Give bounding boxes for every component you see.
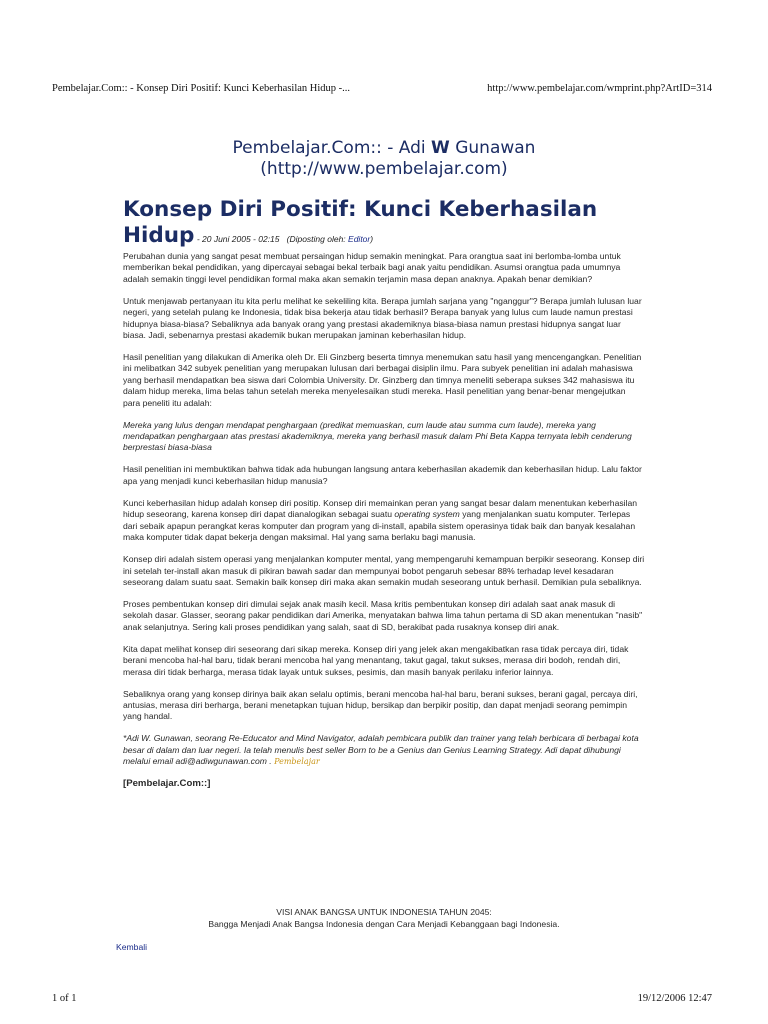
paragraph-5-text-a: Kunci keberhasilan hidup adalah konsep diri positip. Konsep diri memainkan peran yang sangat besar dalam menentukan keberhasilan hidup seseorang, karena konsep diri dapat dianalogikan sebagai suatu xyxy=(123,497,638,520)
operating-system-term: operating system xyxy=(394,509,460,520)
pembelajar-signature-logo: Pembelajar xyxy=(274,757,320,767)
site-initial: W xyxy=(431,138,450,158)
research-quote: Mereka yang lulus dengan mendapat penghargaan (predikat memuaskan, cum laude atau summa cum laude), mereka yang mendapatkan penghargaan atas prestasi akademiknya, mereka yang berhasil masuk dalam Phi Beta Kappa ternyata lebih cenderung berprestasi biasa-biasa xyxy=(123,419,632,453)
site-name: Pembelajar.Com:: - Adi xyxy=(232,138,432,158)
article-body xyxy=(123,251,645,790)
print-header-url: http://www.pembelajar.com/wmprint.php?ArtID=314 xyxy=(487,83,712,94)
print-header-title: Pembelajar.Com:: - Konsep Diri Positif: Kunci Keberhasilan Hidup -... xyxy=(52,83,351,94)
article-heading xyxy=(123,197,643,252)
posted-by-suffix: ) xyxy=(370,234,374,244)
paragraph-4: Hasil penelitian ini membuktikan bahwa tidak ada hubungan langsung antara keberhasilan akademik dan keberhasilan hidup. Lalu faktor apa yang menjadi kunci keberhasilan hidup manusia? xyxy=(123,464,642,486)
article-title: Konsep Diri Positif: Kunci Keberhasilan Hidup xyxy=(123,197,598,248)
site-title xyxy=(0,138,768,180)
visi-heading: VISI ANAK BANGSA UNTUK INDONESIA TAHUN 2045: xyxy=(276,907,492,917)
kembali-link[interactable]: Kembali xyxy=(116,942,148,952)
author-bio-text: *Adi W. Gunawan, seorang Re-Educator and Mind Navigator, adalah pembicara publik dan trainer yang telah berbicara di berbagai kota besar di dalam dan luar negeri. Ia telah menulis best seller Born to be a Genius dan Genius Learning Strategy. Adi dapat dihubungi melalui email adi@adiwgunawan.com . xyxy=(123,733,639,767)
visi-tagline: Bangga Menjadi Anak Bangsa Indonesia dengan Cara Menjadi Kebanggaan bagi Indonesia. xyxy=(208,918,560,929)
site-author: Gunawan xyxy=(449,138,536,158)
article-date: - 20 Juni 2005 - 02:15 xyxy=(194,234,280,244)
paragraph-6: Konsep diri adalah sistem operasi yang menjalankan komputer mental, yang mempengaruhi kemampuan berpikir seseorang. Konsep diri ini setelah ter-install akan masuk di pikiran bawah sadar dan mempunyai bobot pengaruh sebesar 88% terhadap level kesadaran seseorang dalam suatu saat. Semakin baik konsep diri maka akan semakin mudah seseorang untuk berhasil. Demikian pula sebaliknya. xyxy=(123,554,645,587)
article-meta xyxy=(194,234,373,244)
source-credit: [Pembelajar.Com::] xyxy=(123,778,211,790)
site-url: (http://www.pembelajar.com) xyxy=(260,159,508,179)
paragraph-2: Untuk menjawab pertanyaan itu kita perlu melihat ke sekeliling kita. Berapa jumlah sarjana yang "nganggur"? Berapa jumlah lulusan luar negeri, yang setelah pulang ke Indonesia, tidak bisa bekerja atau tidak berhasil? Berapa banyak yang lulus cum laude namun prestasi hidupnya biasa-biasa? Sebaliknya ada banyak orang yang prestasi akademiknya biasa-biasa namun prestasi hidupnya sangat luar biasa. Jadi, sebenarnya prestasi akademik bukan merupakan jaminan keberhasilan hidup. xyxy=(123,295,642,341)
paragraph-7: Proses pembentukan konsep diri dimulai sejak anak masih kecil. Masa kritis pembentukan konsep diri adalah saat anak masuk di sekolah dasar. Glasser, seorang pakar pendidikan dari Amerika, menyatakan bahwa lima tahun pertama di SD akan menentukan "nasib" anak selanjutnya. Sering kali proses pendidikan yang salah, saat di SD, berakibat pada rusaknya konsep diri anak. xyxy=(123,598,643,632)
site-title-line1 xyxy=(0,138,768,159)
paragraph-1: Perubahan dunia yang sangat pesat membuat persaingan hidup semakin meningkat. Para orangtua saat ini berlomba-lomba untuk memberikan bekal pendidikan, yang dipercayai sebagai bekal terbaik bagi anak yaitu pendidikan. Asumsi orangtua pada umumnya adalah semakin tinggi level pendidikan formal maka akan semakin terjamin masa depan anaknya. Apakah benar demikian? xyxy=(123,251,621,284)
author-bio xyxy=(123,733,645,767)
editor-link[interactable]: Editor xyxy=(348,234,371,244)
paragraph-9: Sebaliknya orang yang konsep dirinya baik akan selalu optimis, berani mencoba hal-hal baru, berani sukses, berani gagal, percaya diri, antusias, merasa diri berharga, berani menetapkan tujuan hidup, bersikap dan berpikir positip, dan dapat menjadi seorang pemimpin yang handal. xyxy=(123,688,638,722)
visi-block xyxy=(123,907,645,931)
paragraph-5 xyxy=(123,498,645,544)
page-number: 1 of 1 xyxy=(52,993,77,1004)
paragraph-5-text-b: yang menjalankan suatu komputer. Terlepas dari sebaik apapun perangkat keras komputer dan program yang di-install, apabila sistem operasinya tidak baik dan banyak kesalahan maka komputer tidak dapat bekerja dengan maksimal. Hal yang sama berlaku bagi manusia. xyxy=(123,509,636,543)
posted-by-prefix: (Diposting oleh: xyxy=(286,234,349,244)
paragraph-3: Hasil penelitian yang dilakukan di Amerika oleh Dr. Eli Ginzberg beserta timnya menemukan satu hasil yang mencengangkan. Penelitian ini melibatkan 342 subyek penelitian yang merupakan lulusan dari berbagai disiplin ilmu. Para subyek penelitian ini adalah mahasiswa yang berhasil mendapatkan bea siswa dari Colombia University. Dr. Ginzberg dan timnya meneliti seberapa sukses 342 mahasiswa itu dalam hidup mereka, lima belas tahun setelah mereka menyelesaikan studi mereka. Hasil penelitian yang benar-benar mengejutkan para peneliti itu adalah: xyxy=(123,352,642,408)
paragraph-8: Kita dapat melihat konsep diri seseorang dari sikap mereka. Konsep diri yang jelek akan mengakibatkan rasa tidak percaya diri, tidak berani mencoba hal-hal baru, tidak berani mencoba hal yang menantang, takut gagal, takut sukses, merasa diri bodoh, rendah diri, merasa diri tidak berharga, merasa tidak layak untuk sukses, pesimis, dan masih banyak perilaku inferior lainnya. xyxy=(123,643,629,677)
print-timestamp: 19/12/2006 12:47 xyxy=(637,993,712,1004)
